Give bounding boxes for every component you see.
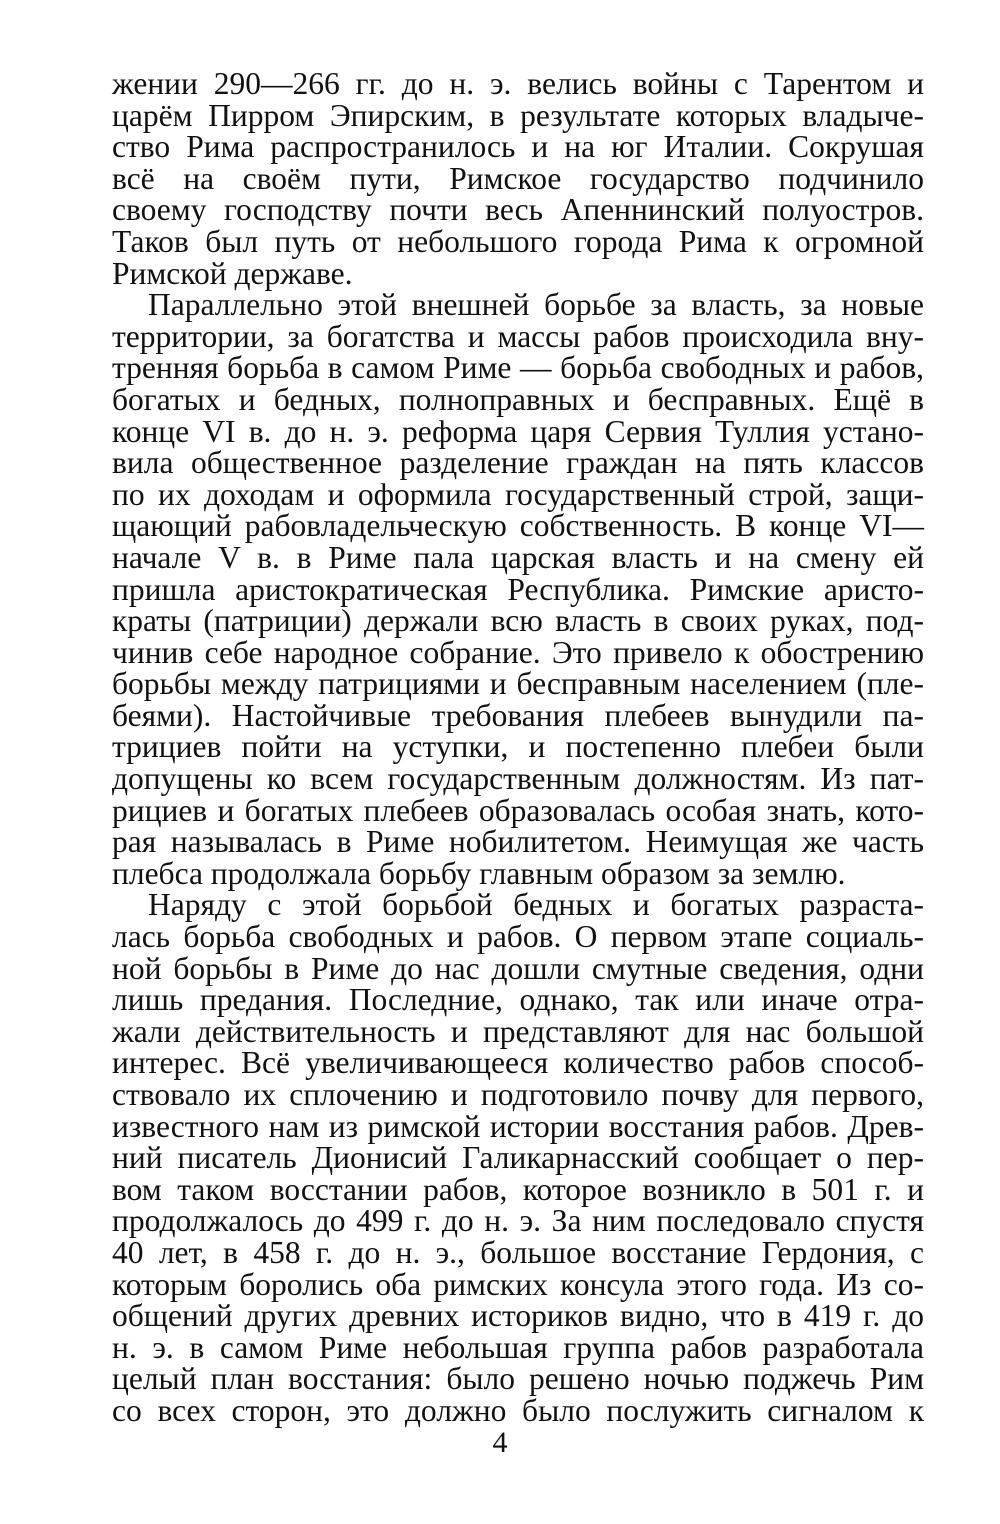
page-number: 4 [492,1426,508,1459]
text-line: плебса продолжала борьбу главным образом за землю. [112,855,846,891]
text-line: Параллельно этой внешней борьбе за власть, за новые [148,287,924,323]
text-line: чинив себе народное собрание. Это привело к обострению [112,634,924,670]
text-line: богатых и бедных, полноправных и бесправных. Ещё в [112,381,924,417]
text-line: трициев пойти на уступки, и постепенно плебеи были [112,729,924,765]
text-line: жали действительность и представляют для нас большой [112,1013,924,1049]
text-line: ствовало их сплочению и подготовило почву для первого, [112,1077,924,1112]
text-line: 40 лет, в 458 г. до н. э., большое восстание Гердония, с [112,1234,924,1270]
text-line: жении 290—266 гг. до н. э. велись войны с Тарентом и [112,66,924,101]
text-line: борьбы между патрициями и бесправным населением (пле- [112,666,924,702]
body-text [112,68,924,1427]
text-line: которым боролись оба римских консула этого года. Из со- [112,1266,924,1302]
text-line: рая называлась в Риме нобилитетом. Неимущая же часть [112,824,924,860]
text-line: беями). Настойчивые требования плебеев вынудили па- [112,697,924,733]
text-line: пришла аристократическая Республика. Римские аристо- [112,571,924,607]
text-line: тренняя борьба в самом Риме — борьба свободных и рабов, [112,350,924,386]
text-line: начале V в. в Риме пала царская власть и на смену ей [112,539,924,575]
text-line: краты (патриции) держали всю власть в своих руках, под- [112,603,924,639]
text-line: целый план восстания: было решено ночью поджечь Рим [112,1361,924,1397]
text-line: н. э. в самом Риме небольшая группа рабов разработала [112,1329,924,1365]
paragraph [112,289,924,889]
text-line: вила общественное разделение граждан на пять классов [112,445,924,481]
text-line: конце VI в. до н. э. реформа царя Сервия Туллия устано- [112,413,924,449]
text-line: ний писатель Дионисий Галикарнасский сообщает о пер- [112,1140,924,1176]
text-line: лишь предания. Последние, однако, так или иначе отра- [112,982,924,1018]
text-line: допущены ко всем государственным должностям. Из пат- [112,761,924,797]
text-line: щающий рабовладельческую собственность. В конце VI— [112,508,924,544]
text-line: царём Пирром Эпирским, в результате которых владыче- [112,97,924,133]
text-line: интерес. Всё увеличивающееся количество рабов способ- [112,1045,924,1081]
text-line: территории, за богатства и массы рабов происходила вну- [112,318,924,354]
text-line: своему господству почти весь Апеннинский полуостров. [112,192,924,228]
text-line: всё на своём пути, Римское государство подчинило [112,160,924,196]
text-line: продолжалось до 499 г. до н. э. За ним последовало спустя [112,1203,924,1239]
text-line: со всех сторон, это должно было послужить сигналом к [112,1392,924,1428]
text-line: общений других древних историков видно, что в 419 г. до [112,1298,924,1334]
text-line: известного нам из римской истории восстания рабов. Древ- [112,1108,924,1144]
text-line: Таков был путь от небольшого города Рима к огромной [112,223,924,259]
text-line: ной борьбы в Риме до нас дошли смутные сведения, одни [112,950,924,986]
text-line: Римской державе. [112,255,353,291]
paragraph [112,68,924,289]
text-line: Наряду с этой борьбой бедных и богатых разраста- [148,887,924,923]
paragraph [112,889,924,1426]
text-line: по их доходам и оформила государственный строй, защи- [112,476,924,512]
text-line: рициев и богатых плебеев образовалась особая знать, кото- [112,792,924,828]
text-line: ство Рима распространилось и на юг Италии. Сокрушая [112,129,924,165]
text-line: лась борьба свободных и рабов. О первом этапе социаль- [112,919,924,955]
text-line: вом таком восстании рабов, которое возникло в 501 г. и [112,1171,924,1207]
